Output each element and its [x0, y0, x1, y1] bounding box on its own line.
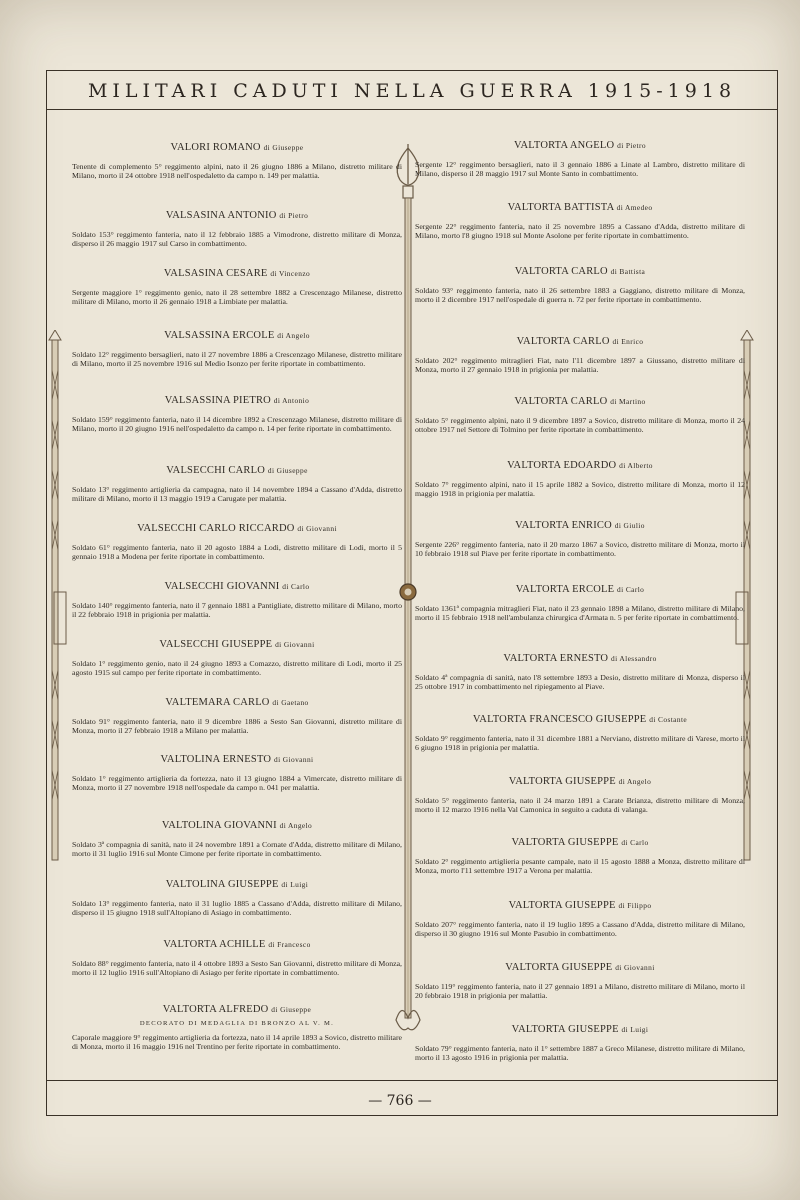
casualty-name: VALSECCHI GIUSEPPE di Giovanni [159, 639, 315, 650]
casualty-name: VALTORTA ALFREDO di Giuseppe [162, 1004, 312, 1015]
casualty-description: Soldato 159° reggimento fanteria, nato il 14 dicembre 1892 a Crescenzago Milanese, distretto militare di Milano, morto il 20 giugno 1916 nell'ospedaletto da campo n. 14 per ferite riportate in combattimento. [72, 415, 402, 433]
casualty-name: VALTORTA ENRICO di Giulio [515, 520, 645, 531]
casualty-entry [415, 714, 745, 752]
casualty-entry [415, 900, 745, 938]
casualty-entry [72, 879, 402, 917]
casualty-entry [72, 142, 402, 180]
casualty-entry [72, 754, 402, 792]
casualty-entry [415, 837, 745, 875]
casualty-description: Soldato 91° reggimento fanteria, nato il 9 dicembre 1886 a Sesto San Giovanni, distretto militare di Monza, morto il 27 febbraio 1918 a Milano per malattia. [72, 717, 402, 735]
casualty-description: Soldato 5° reggimento fanteria, nato il 24 marzo 1891 a Carate Brianza, distretto militare di Monza, morto il 12 marzo 1916 nella Val Camonica in seguito a caduta di valanga. [415, 796, 745, 814]
casualty-description: Soldato 3ª compagnia di sanità, nato il 24 novembre 1891 a Cornate d'Adda, distretto militare di Milano, morto il 31 luglio 1916 sul Monte Cimone per ferite riportate in combattimento. [72, 840, 402, 858]
casualty-description: Soldato 9° reggimento fanteria, nato il 31 dicembre 1881 a Nerviano, distretto militare di Varese, morto il 6 giugno 1918 in prigionia per malattia. [415, 734, 745, 752]
casualty-entry [415, 202, 745, 240]
casualty-name: VALSECCHI CARLO di Giuseppe [166, 465, 308, 476]
casualty-name: VALTORTA BATTISTA di Amedeo [507, 202, 653, 213]
casualty-entry [72, 465, 402, 503]
casualty-description: Soldato 13° reggimento fanteria, nato il 31 luglio 1885 a Cassano d'Adda, distretto militare di Milano, disperso il 15 giugno 1918 sull'Altopiano di Asiago in combattimento. [72, 899, 402, 917]
casualty-name: VALSECCHI CARLO RICCARDO di Giovanni [137, 523, 337, 534]
casualty-entry [415, 1024, 745, 1062]
casualty-entry [415, 336, 745, 374]
decoration-note: DECORATO DI MEDAGLIA DI BRONZO AL V. M. [139, 1020, 335, 1027]
casualty-name: VALSASINA CESARE di Vincenzo [163, 268, 311, 279]
casualty-entry [415, 962, 745, 1000]
casualty-description: Soldato 61° reggimento fanteria, nato il 20 agosto 1884 a Lodi, distretto militare di Lodi, morto il 5 gennaio 1918 a Modena per ferite riportate in combattimento. [72, 543, 402, 561]
casualty-entry [72, 581, 402, 619]
casualty-entry [72, 523, 402, 561]
casualty-name: VALTOLINA ERNESTO di Giovanni [160, 754, 314, 765]
casualty-entry [72, 395, 402, 433]
casualty-name: VALTORTA GIUSEPPE di Carlo [511, 837, 649, 848]
staff-ornament-icon [40, 330, 70, 870]
casualty-entry [72, 820, 402, 858]
casualty-entry [415, 584, 745, 622]
casualty-name: VALTORTA CARLO di Enrico [516, 336, 644, 347]
casualty-description: Soldato 1° reggimento artiglieria da fortezza, nato il 13 giugno 1884 a Vimercate, distretto militare di Monza, morto il 27 novembre 1918 nell'ospedale da campo n. 041 per malattia. [72, 774, 402, 792]
casualty-name: VALTORTA ERCOLE di Carlo [515, 584, 645, 595]
casualty-entry [72, 939, 402, 977]
casualty-description: Soldato 2° reggimento artiglieria pesante campale, nato il 15 agosto 1888 a Monza, distretto militare di Monza, morto l'11 settembre 1917 a Verona per malattia. [415, 857, 745, 875]
casualty-entry [72, 330, 402, 368]
casualty-name: VALSECCHI GIOVANNI di Carlo [164, 581, 310, 592]
casualty-name: VALTOLINA GIUSEPPE di Luigi [165, 879, 309, 890]
casualty-entry [72, 210, 402, 248]
page-number: — 766 — [368, 1093, 432, 1109]
casualty-description: Soldato 7° reggimento alpini, nato il 15 aprile 1882 a Sovico, distretto militare di Monza, morto il 12 maggio 1918 in prigionia per malattia. [415, 480, 745, 498]
casualty-description: Tenente di complemento 5° reggimento alpini, nato il 26 giugno 1886 a Milano, distretto militare di Milano, morto il 24 ottobre 1918 nell'ospedaletto da campo n. 149 per malattia. [72, 162, 402, 180]
casualty-entry [415, 140, 745, 178]
casualty-entry [415, 653, 745, 691]
casualty-entry [72, 697, 402, 735]
casualty-name: VALTORTA EDOARDO di Alberto [507, 460, 653, 471]
casualty-name: VALTORTA ACHILLE di Francesco [163, 939, 311, 950]
casualty-name: VALTORTA ERNESTO di Alessandro [503, 653, 657, 664]
casualty-name: VALTORTA GIUSEPPE di Giovanni [505, 962, 655, 973]
casualty-description: Soldato 1361ª compagnia mitraglieri Fiat, nato il 23 gennaio 1898 a Milano, distretto militare di Milano, morto il 15 febbraio 1918 nell'ambulanza chirurgica d'Armata n. 5 per ferite riportate in combattimento. [415, 604, 745, 622]
casualty-description: Soldato 93° reggimento fanteria, nato il 26 settembre 1883 a Gaggiano, distretto militare di Monza, morto il 2 dicembre 1917 nell'ospedale di guerra n. 72 per ferite riportate in combattimento. [415, 286, 745, 304]
casualty-description: Soldato 4ª compagnia di sanità, nato l'8 settembre 1893 a Desio, distretto militare di Monza, disperso il 25 ottobre 1917 in combattimento nel ripiegamento al Piave. [415, 673, 745, 691]
casualty-entry [415, 776, 745, 814]
casualty-description: Soldato 153° reggimento fanteria, nato il 12 febbraio 1885 a Vimodrone, distretto militare di Monza, disperso il 26 maggio 1917 sul Carso in combattimento. [72, 230, 402, 248]
page-header [46, 70, 778, 110]
casualty-name: VALTORTA CARLO di Battista [514, 266, 646, 277]
casualty-description: Sergente 22° reggimento fanteria, nato il 25 novembre 1895 a Cassano d'Adda, distretto militare di Milano, morto l'8 giugno 1918 sul Monte Asolone per ferite riportate in combattimento. [415, 222, 745, 240]
casualty-description: Soldato 12° reggimento bersaglieri, nato il 27 novembre 1886 a Crescenzago Milanese, distretto militare di Milano, morto il 25 novembre 1916 sul Medio Isonzo per ferite riportate in combattimento. [72, 350, 402, 368]
casualty-name: VALSASSINA ERCOLE di Angelo [164, 330, 310, 341]
casualty-description: Caporale maggiore 9° reggimento artiglieria da fortezza, nato il 14 aprile 1893 a Sovico, distretto militare di Monza, morto il 16 maggio 1916 nel Trentino per ferite riportate in combattimento. [72, 1033, 402, 1051]
casualty-name: VALTEMARA CARLO di Gaetano [165, 697, 309, 708]
casualty-entry [72, 268, 402, 306]
casualty-description: Soldato 202° reggimento mitraglieri Fiat, nato l'11 dicembre 1897 a Giussano, distretto militare di Monza, morto il 27 gennaio 1918 in prigionia per malattia. [415, 356, 745, 374]
casualty-description: Soldato 119° reggimento fanteria, nato il 27 gennaio 1891 a Milano, distretto militare di Milano, morto il 20 febbraio 1918 in prigionia per malattia. [415, 982, 745, 1000]
casualty-description: Sergente 12° reggimento bersaglieri, nato il 3 gennaio 1886 a Linate al Lambro, distretto militare di Milano, disperso il 28 maggio 1917 sul Monte Santo in combattimento. [415, 160, 745, 178]
casualty-description: Soldato 13° reggimento artiglieria da campagna, nato il 14 novembre 1894 a Cassano d'Adda, distretto militare di Milano, morto il 13 maggio 1919 a Carugate per malattia. [72, 485, 402, 503]
footer-rule [46, 1080, 778, 1081]
casualty-description: Sergente maggiore 1° reggimento genio, nato il 28 settembre 1882 a Crescenzago Milanese, distretto militare di Milano, morto il 26 gennaio 1918 a Limbiate per malattia. [72, 288, 402, 306]
casualty-description: Soldato 79° reggimento fanteria, nato il 1° settembre 1887 a Greco Milanese, distretto militare di Milano, morto il 13 agosto 1916 in prigionia per malattia. [415, 1044, 745, 1062]
casualty-description: Soldato 1° reggimento genio, nato il 24 giugno 1893 a Comazzo, distretto militare di Lodi, morto il 25 agosto 1915 sul campo per ferite riportate in combattimento. [72, 659, 402, 677]
casualty-description: Sergente 226° reggimento fanteria, nato il 20 marzo 1867 a Sovico, distretto militare di Monza, morto il 10 febbraio 1918 sul Piave per ferite riportate in combattimento. [415, 540, 745, 558]
casualty-entry [415, 460, 745, 498]
casualty-name: VALSASSINA PIETRO di Antonio [164, 395, 310, 406]
casualty-name: VALTORTA FRANCESCO GIUSEPPE di Costante [472, 714, 688, 725]
casualty-name: VALTORTA GIUSEPPE di Angelo [508, 776, 652, 787]
casualty-entry [72, 1004, 402, 1051]
casualty-name: VALTORTA GIUSEPPE di Luigi [511, 1024, 649, 1035]
casualty-description: Soldato 5° reggimento alpini, nato il 9 dicembre 1897 a Sovico, distretto militare di Monza, morto il 24 ottobre 1917 nel Settore di Tolmino per ferite riportate in combattimento. [415, 416, 745, 434]
casualty-name: VALSASINA ANTONIO di Pietro [165, 210, 309, 221]
casualty-entry [415, 266, 745, 304]
casualty-entry [72, 639, 402, 677]
casualty-description: Soldato 207° reggimento fanteria, nato il 19 luglio 1895 a Cassano d'Adda, distretto militare di Milano, disperso il 30 giugno 1916 sul Monte Pasubio in combattimento. [415, 920, 745, 938]
casualty-entry [415, 396, 745, 434]
casualty-name: VALTORTA GIUSEPPE di Filippo [508, 900, 652, 911]
casualty-description: Soldato 140° reggimento fanteria, nato il 7 gennaio 1881 a Pantigliate, distretto militare di Milano, morto il 22 febbraio 1918 in prigionia per malattia. [72, 601, 402, 619]
casualty-description: Soldato 88° reggimento fanteria, nato il 4 ottobre 1893 a Sesto San Giovanni, distretto militare di Monza, morto il 12 luglio 1916 sull'Altopiano di Asiago per ferite riportate in combattimento. [72, 959, 402, 977]
casualty-name: VALTORTA ANGELO di Pietro [514, 140, 646, 151]
casualty-name: VALORI ROMANO di Giuseppe [170, 142, 304, 153]
page-title: MILITARI CADUTI NELLA GUERRA 1915-1918 [87, 80, 737, 102]
casualty-name: VALTORTA CARLO di Martino [514, 396, 646, 407]
casualty-name: VALTOLINA GIOVANNI di Angelo [161, 820, 313, 831]
casualty-entry [415, 520, 745, 558]
